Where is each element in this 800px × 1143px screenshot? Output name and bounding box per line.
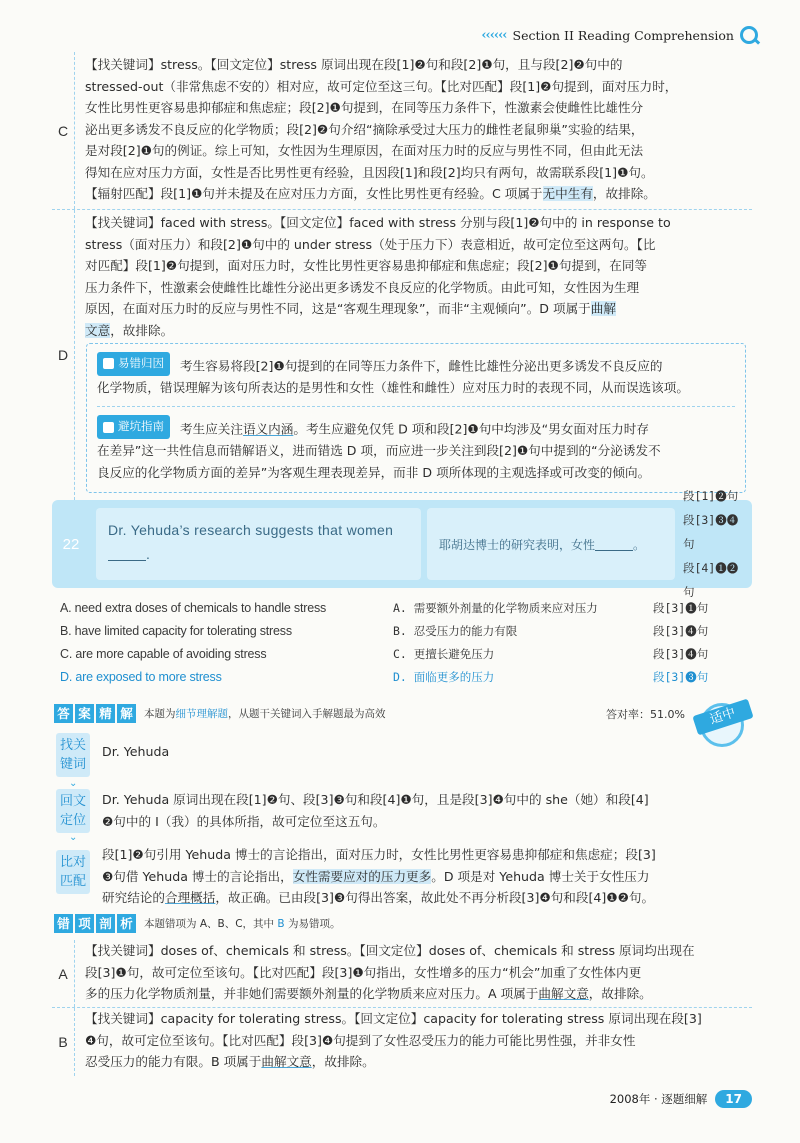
text-line: 段[1]❷句引用 Yehuda 博士的言论指出，面对压力时，女性比男性更容易患抑郁症和焦虑症；段[3] [102, 847, 656, 862]
choice-c: C. are more capable of avoiding stress C. 更擅长避免压力 段[3]❹句 [60, 646, 709, 661]
text-line: 段[3]❶句，故可定位至该句。【比对匹配】段[3]❶句指出，女性增多的压力“机会”加重了女性体内更 [85, 964, 642, 980]
text-line: 泌出更多诱发不良反应的化学物质；段[2]❷句介绍“摘除承受过大压力的雌性老鼠卵巢”实验的结果， [85, 121, 644, 137]
step-keyword: 找关键词 Dr. Yehuda [56, 733, 756, 777]
ref-line: 段[4]❶❷句 [683, 561, 739, 599]
error-option-a [52, 940, 752, 1008]
option-c-analysis [52, 52, 752, 210]
tip-tag: 易错归因 [97, 352, 170, 376]
option-letter: B [58, 1034, 68, 1050]
answer-choices [60, 596, 750, 688]
tips-box [86, 343, 746, 493]
choice-d-correct: D. are exposed to more stress D. 面临更多的压力 段[3]❸句 [60, 669, 709, 684]
errors-section-title: 错 项 剖 析 本题错项为 A、B、C，其中 B 为易错项。 [54, 914, 340, 933]
tip-tag: 避坑指南 [97, 415, 170, 439]
text-line: 对匹配】段[1]❷句提到，面对压力时，女性比男性更容易患抑郁症和焦虑症；段[2]❶句提到，在同等 [85, 258, 648, 273]
text-line: 女性比男性更容易患抑郁症和焦虑症；段[2]❶句提到，在同等压力条件下，性激素会使雌性比雄性分 [85, 100, 644, 115]
footer-label: 2008年 · 逐题细解 [609, 1092, 708, 1106]
highlight: 曲解 [590, 301, 616, 316]
text-line: 文意，故排除。 [85, 322, 174, 338]
question-number: 22 [62, 535, 80, 553]
divider [97, 406, 735, 407]
step-match [56, 844, 756, 909]
text-line: 【找关键词】doses of、chemicals 和 stress。【回文定位】doses of、chemicals 和 stress 原词均出现在 [85, 943, 695, 958]
answer-section-title: 答 案 精 解 本题为细节理解题，从题干关键词入手解题最为高效 [54, 704, 386, 723]
chevron-down-icon: ⌄ [69, 778, 78, 789]
step-label: 比对匹配 [56, 850, 90, 894]
difficulty-label: 适中 [692, 699, 753, 736]
choice-b: B. have limited capacity for tolerating stress B. 忍受压力的能力有限 段[3]❹句 [60, 623, 709, 638]
text-line: Dr. Yehuda 原词出现在段[1]❷句、段[3]❸句和段[4]❶句，且是段[3]❹句中的 she（她）和段[4] [102, 792, 649, 807]
book-icon [103, 358, 114, 369]
page-number: 17 [715, 1090, 752, 1108]
option-letter: D [57, 347, 69, 363]
text-line: stressed-out（非常焦虑不安的）相对应，故可定位至这三句。【比对匹配】段[1]❷句提到，面对压力时， [85, 78, 678, 94]
text-line: 是对段[2]❶句的例证。综上可知，女性因为生理原因，在面对压力时的反应与男性不同，但由此无法 [85, 143, 644, 158]
error-option-b [52, 1008, 752, 1076]
tip-error-cause: 易错归因 考生容易将段[2]❶句提到的在同等压力条件下，雌性比雄性分泌出更多诱发不良反应的 [97, 352, 735, 377]
chevron-down-icon: ⌄ [69, 832, 78, 843]
highlight: 文意 [85, 322, 111, 338]
answer-blank [108, 547, 146, 561]
question-22-stem [52, 489, 752, 599]
text-line: 研究结论的合理概括，故正确。已由段[3]❸句得出答案，故此处不再分析段[3]❹句和段[4]❶❷句。 [102, 890, 655, 905]
question-refs [675, 484, 745, 604]
search-magnifier-icon [740, 26, 758, 44]
option-letter: C [57, 122, 69, 139]
choice-a: A. need extra doses of chemicals to handle stress A. 需要额外剂量的化学物质来应对压力 段[3]❶句 [60, 600, 709, 615]
text-line: 良反应的化学物质方面的差异”为客观生理表现差异，而非 D 项所体现的主观选择或可改变的倾向。 [97, 464, 651, 480]
step-label: 找关键词 [56, 733, 90, 777]
text-line: 忍受压力的能力有限。B 项属于曲解文意，故排除。 [85, 1054, 375, 1069]
text-line: 原因，在面对压力时的反应与男性不同，这是“客观生理现象”，而非“主观倾向”。D 项属于曲解 [85, 301, 616, 316]
text-line: 多的压力化学物质剂量，并非她们需要额外剂量的化学物质来应对压力。A 项属于曲解文意，故排除。 [85, 986, 652, 1001]
text-line: stress（面对压力）和段[2]❶句中的 under stress（处于压力下）表意相近，故可定位至这两句。【比 [85, 236, 656, 252]
ref-line: 段[1]❷句 [683, 489, 739, 503]
text-line: ❷句中的 I（我）的具体所指，故可定位至这五句。 [102, 813, 386, 829]
warning-icon [103, 422, 114, 433]
page-footer [610, 1090, 752, 1108]
step-locate [56, 789, 756, 833]
text-line: 在差异”这一共性信息而错解语义，进而错选 D 项，而应进一步关注到段[2]❶句中提到的“分泌诱发不 [97, 443, 661, 458]
accuracy-rate: 答对率：51.0% [606, 708, 685, 721]
text-line: 得知在应对压力方面，女性是否比男性更有经验，且因段[1]和段[2]均只有两句，故需联系段[1]❶句。 [85, 164, 654, 180]
text-line: 化学物质，错误理解为该句所表达的是男性和女性（雄性和雌性）应对压力时的表现不同，从而误选该项。 [97, 379, 689, 395]
text-line: 【辐射匹配】段[1]❶句并未提及在应对压力方面，女性比男性更有经验。C 项属于无中生有，故排除。 [85, 186, 656, 201]
ref-line: 段[3]❸❹句 [683, 513, 739, 551]
text-line: 【找关键词】faced with stress。【回文定位】faced with stress 分别与段[1]❷句中的 in response to [85, 215, 671, 230]
highlight: 无中生有 [542, 186, 593, 201]
text-line: 【找关键词】stress。【回文定位】stress 原词出现在段[1]❷句和段[2]❶句，且与段[2]❷句中的 [85, 57, 623, 72]
header-title: Section II Reading Comprehension [512, 27, 734, 43]
step-label: 回文定位 [56, 789, 90, 833]
question-stem-en: Dr. Yehuda’s research suggests that women. [96, 508, 421, 580]
question-stem-cn: 耶胡达博士的研究表明，女性 。 [427, 508, 675, 580]
running-header [481, 26, 758, 44]
tip-avoid-guide: 避坑指南 考生应关注语义内涵。考生应避免仅凭 D 项和段[2]❶句中均涉及“男女面对压力时存 [97, 415, 735, 440]
option-letter: A [58, 965, 68, 982]
header-arrows: ‹‹‹‹‹‹ [481, 27, 507, 43]
text-line: ❸句借 Yehuda 博士的言论指出，女性需要应对的压力更多。D 项是对 Yehuda 博士关于女性压力 [102, 868, 650, 884]
text-line: ❹句，故可定位至该句。【比对匹配】段[3]❹句提到了女性忍受压力的能力可能比男性强，并非女性 [85, 1032, 636, 1048]
text-line: 【找关键词】capacity for tolerating stress。【回文定位】capacity for tolerating stress 原词出现在段[3] [85, 1011, 702, 1026]
answer-blank [595, 537, 633, 551]
text-line: 压力条件下，性激素会使雌性比雄性分泌出更多诱发不良反应的化学物质。由此可知，女性因为生理 [85, 279, 640, 295]
